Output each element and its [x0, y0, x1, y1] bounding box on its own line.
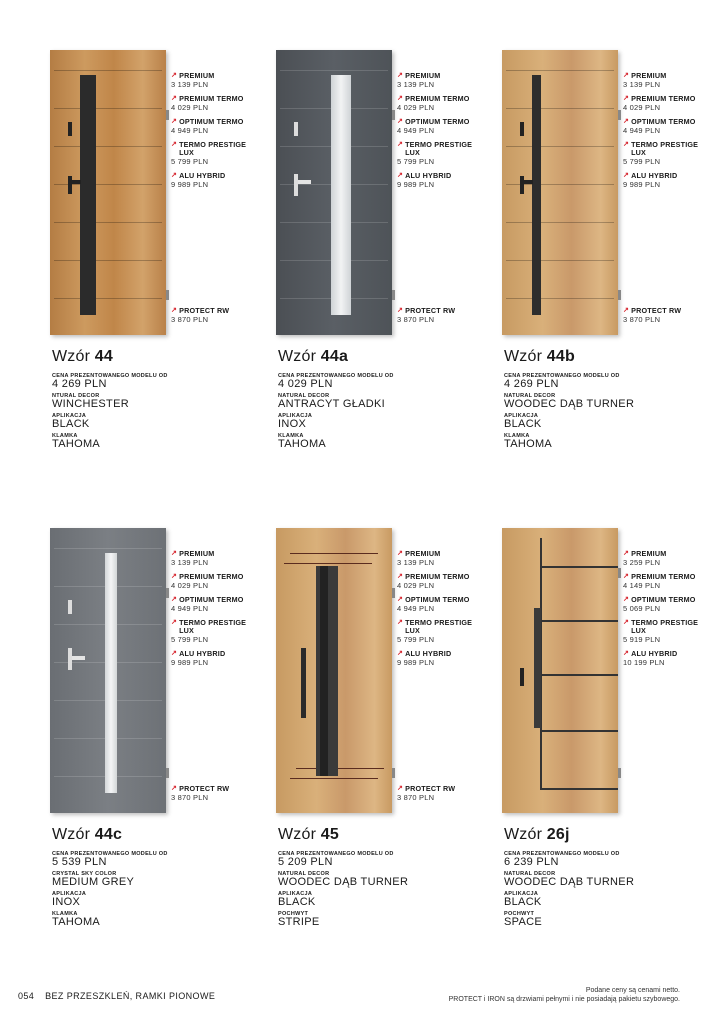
red-arrow-logo-icon: ↗: [623, 118, 630, 125]
model-title: Wzór 44: [52, 348, 113, 365]
door-image: [276, 528, 392, 813]
red-arrow-logo-icon: ↗: [171, 650, 178, 657]
model-specs: CENA PREZENTOWANEGO MODELU OD 5 209 PLN NATURAL DECOR WOODEC DĄB TURNER APLIKACJA BLACK POCHWYT STRIPE: [278, 851, 409, 928]
red-arrow-logo-icon: ↗: [171, 307, 178, 314]
red-arrow-logo-icon: ↗: [397, 95, 404, 102]
door-image: [502, 50, 618, 335]
red-arrow-logo-icon: ↗: [171, 596, 178, 603]
product-card: [502, 528, 712, 948]
price-list: ↗ PREMIUM 3 139 PLN ↗ PREMIUM TERMO 4 029 PLN ↗ OPTIMUM TERMO 4 949 PLN ↗ TERMO PRESTIGE LUX 5 799 PLN ↗ ALU HYBRID 9 989 PLN ↗ PROTECT RW 3 870 PLN: [171, 71, 247, 324]
red-arrow-logo-icon: ↗: [171, 141, 178, 148]
red-arrow-logo-icon: ↗: [623, 619, 630, 626]
page-footer: [18, 991, 215, 1001]
red-arrow-logo-icon: ↗: [623, 596, 630, 603]
product-card: [50, 50, 260, 470]
red-arrow-logo-icon: ↗: [171, 550, 178, 557]
red-arrow-logo-icon: ↗: [397, 785, 404, 792]
section-title: BEZ PRZESZKLEŃ, RAMKI PIONOWE: [45, 991, 216, 1001]
footer-note: Podane ceny są cenami netto. PROTECT i IRON są drzwiami pełnymi i nie posiadają pakietu szybowego.: [448, 987, 680, 1003]
red-arrow-logo-icon: ↗: [623, 72, 630, 79]
product-card: [502, 50, 712, 470]
price-list: ↗ PREMIUM 3 139 PLN ↗ PREMIUM TERMO 4 029 PLN ↗ OPTIMUM TERMO 4 949 PLN ↗ TERMO PRESTIGE LUX 5 799 PLN ↗ ALU HYBRID 9 989 PLN ↗ PROTECT RW 3 870 PLN: [397, 71, 473, 324]
red-arrow-logo-icon: ↗: [623, 650, 630, 657]
red-arrow-logo-icon: ↗: [171, 785, 178, 792]
red-arrow-logo-icon: ↗: [397, 550, 404, 557]
model-title: Wzór 44c: [52, 826, 123, 843]
product-card: [276, 528, 486, 948]
price-list: ↗ PREMIUM 3 139 PLN ↗ PREMIUM TERMO 4 029 PLN ↗ OPTIMUM TERMO 4 949 PLN ↗ TERMO PRESTIGE LUX 5 799 PLN ↗ ALU HYBRID 9 989 PLN ↗ PROTECT RW 3 870 PLN: [623, 71, 699, 324]
model-title: Wzór 44a: [278, 348, 349, 365]
red-arrow-logo-icon: ↗: [397, 596, 404, 603]
model-title: Wzór 26j: [504, 826, 570, 843]
price-list: ↗ PREMIUM 3 259 PLN ↗ PREMIUM TERMO 4 149 PLN ↗ OPTIMUM TERMO 5 069 PLN ↗ TERMO PRESTIGE LUX 5 919 PLN ↗ ALU HYBRID 10 199 PLN: [623, 549, 699, 667]
red-arrow-logo-icon: ↗: [397, 573, 404, 580]
red-arrow-logo-icon: ↗: [623, 95, 630, 102]
door-image: [50, 528, 166, 813]
red-arrow-logo-icon: ↗: [397, 650, 404, 657]
red-arrow-logo-icon: ↗: [623, 573, 630, 580]
model-specs: CENA PREZENTOWANEGO MODELU OD 6 239 PLN NATURAL DECOR WOODEC DĄB TURNER APLIKACJA BLACK POCHWYT SPACE: [504, 851, 635, 928]
red-arrow-logo-icon: ↗: [171, 172, 178, 179]
red-arrow-logo-icon: ↗: [171, 72, 178, 79]
model-specs: CENA PREZENTOWANEGO MODELU OD 4 029 PLN NATURAL DECOR ANTRACYT GŁADKI APLIKACJA INOX KLAMKA TAHOMA: [278, 373, 394, 450]
door-image: [276, 50, 392, 335]
red-arrow-logo-icon: ↗: [623, 550, 630, 557]
red-arrow-logo-icon: ↗: [171, 95, 178, 102]
model-specs: CENA PREZENTOWANEGO MODELU OD 5 539 PLN CRYSTAL SKY COLOR MEDIUM GREY APLIKACJA INOX KLAMKA TAHOMA: [52, 851, 168, 928]
red-arrow-logo-icon: ↗: [623, 307, 630, 314]
red-arrow-logo-icon: ↗: [623, 172, 630, 179]
price-list: ↗ PREMIUM 3 139 PLN ↗ PREMIUM TERMO 4 029 PLN ↗ OPTIMUM TERMO 4 949 PLN ↗ TERMO PRESTIGE LUX 5 799 PLN ↗ ALU HYBRID 9 989 PLN ↗ PROTECT RW 3 870 PLN: [397, 549, 473, 802]
red-arrow-logo-icon: ↗: [397, 172, 404, 179]
model-title: Wzór 44b: [504, 348, 575, 365]
door-image: [50, 50, 166, 335]
model-title: Wzór 45: [278, 826, 339, 843]
model-specs: CENA PREZENTOWANEGO MODELU OD 4 269 PLN NATURAL DECOR WOODEC DĄB TURNER APLIKACJA BLACK KLAMKA TAHOMA: [504, 373, 635, 450]
red-arrow-logo-icon: ↗: [397, 72, 404, 79]
red-arrow-logo-icon: ↗: [171, 118, 178, 125]
product-card: [50, 528, 260, 948]
price-list: ↗ PREMIUM 3 139 PLN ↗ PREMIUM TERMO 4 029 PLN ↗ OPTIMUM TERMO 4 949 PLN ↗ TERMO PRESTIGE LUX 5 799 PLN ↗ ALU HYBRID 9 989 PLN ↗ PROTECT RW 3 870 PLN: [171, 549, 247, 802]
red-arrow-logo-icon: ↗: [397, 307, 404, 314]
red-arrow-logo-icon: ↗: [623, 141, 630, 148]
model-specs: CENA PREZENTOWANEGO MODELU OD 4 269 PLN NTURAL DECOR WINCHESTER APLIKACJA BLACK KLAMKA TAHOMA: [52, 373, 168, 450]
door-image: [502, 528, 618, 813]
red-arrow-logo-icon: ↗: [397, 141, 404, 148]
red-arrow-logo-icon: ↗: [397, 619, 404, 626]
product-card: [276, 50, 486, 470]
red-arrow-logo-icon: ↗: [171, 619, 178, 626]
red-arrow-logo-icon: ↗: [171, 573, 178, 580]
page-number: 054: [18, 991, 35, 1001]
red-arrow-logo-icon: ↗: [397, 118, 404, 125]
